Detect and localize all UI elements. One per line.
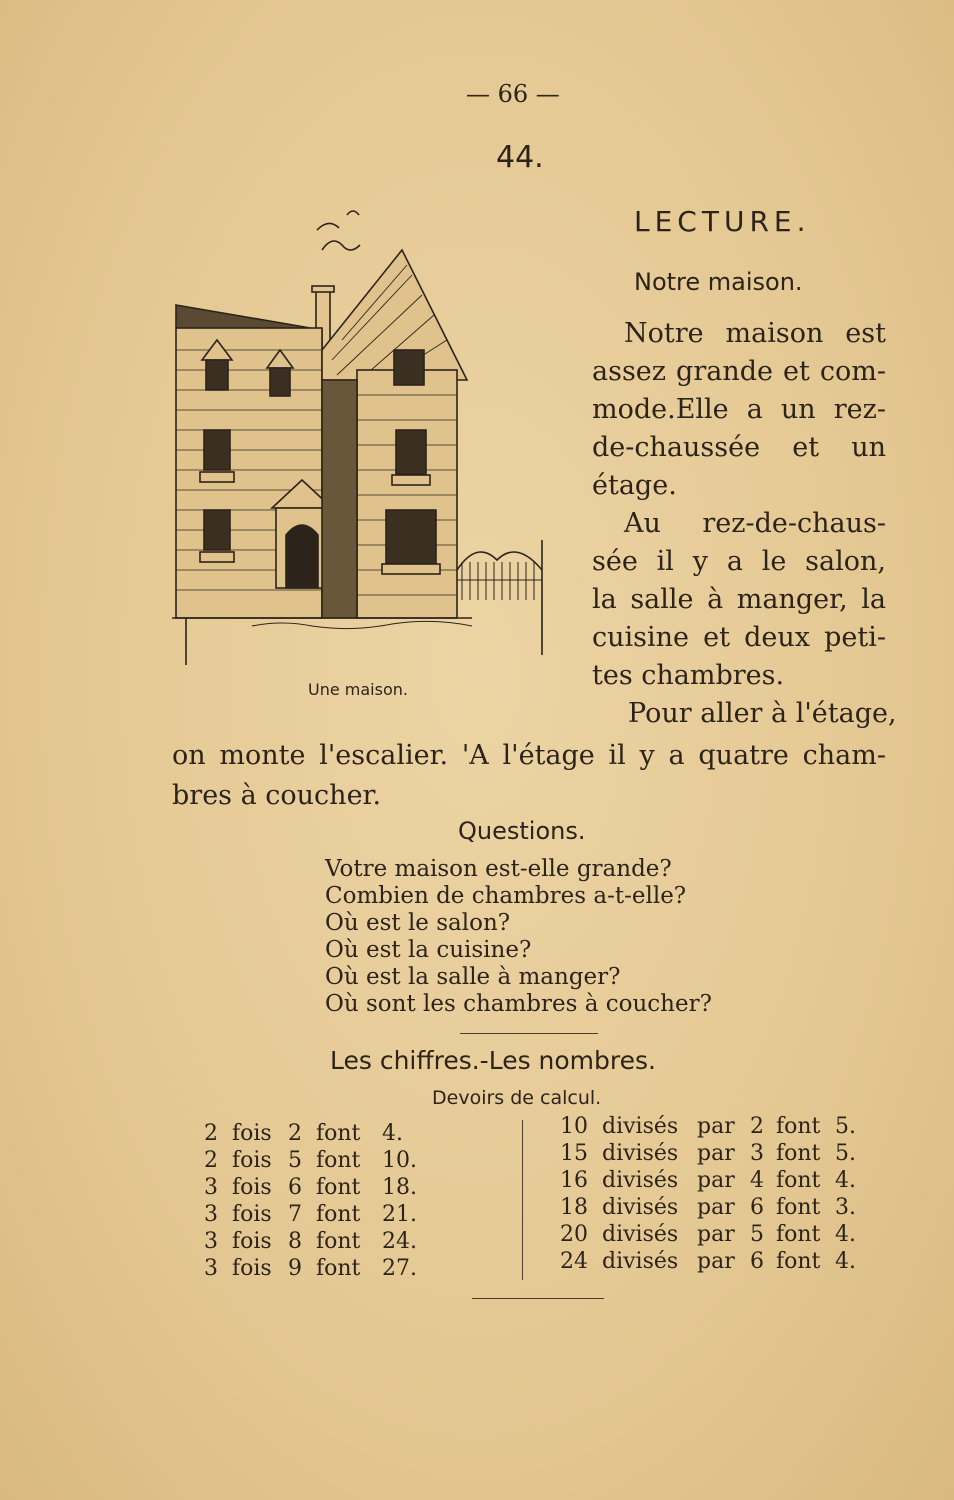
division-cell: divisés [602,1168,679,1193]
lecture-line: assez grande et com- [592,356,886,387]
division-cell: 3. [835,1195,856,1220]
division-cell: 5. [835,1141,856,1166]
multiplication-cell: 3 [204,1229,218,1254]
lecture-line: étage. [592,470,677,501]
lesson-number: 44. [496,140,544,175]
lecture-line: mode.Elle a un rez- [592,394,886,425]
multiplication-cell: fois [232,1256,272,1281]
multiplication-cell: fois [232,1121,272,1146]
lecture-line: Pour aller à l'étage, [628,698,897,729]
division-cell: 4. [835,1222,856,1247]
multiplication-cell: font [316,1256,361,1281]
question-item: Votre maison est-elle grande? [325,856,672,882]
multiplication-cell: 8 [288,1229,302,1254]
division-cell: divisés [602,1249,679,1274]
multiplication-cell: font [316,1229,361,1254]
multiplication-cell: fois [232,1229,272,1254]
lecture-line: bres à coucher. [172,780,382,811]
divider [460,1033,598,1034]
division-cell: 4. [835,1249,856,1274]
division-cell: 24 [560,1249,588,1274]
lecture-line: Au rez-de-chaus- [624,508,886,539]
questions-title: Questions. [458,817,586,845]
multiplication-cell: 5 [288,1148,302,1173]
multiplication-cell: 24. [382,1229,417,1254]
question-item: Où est le salon? [325,910,511,936]
division-cell: par [697,1141,735,1166]
division-cell: divisés [602,1141,679,1166]
numbers-title: Les chiffres.-Les nombres. [330,1046,656,1075]
division-cell: 15 [560,1141,588,1166]
division-cell: font [776,1168,821,1193]
lecture-line: la salle à manger, la [592,584,886,615]
division-cell: font [776,1222,821,1247]
division-cell: 10 [560,1114,588,1139]
multiplication-cell: 2 [288,1121,302,1146]
division-cell: 18 [560,1195,588,1220]
division-cell: divisés [602,1195,679,1220]
multiplication-cell: fois [232,1202,272,1227]
column-divider [522,1120,523,1280]
division-cell: divisés [602,1114,679,1139]
division-cell: 3 [750,1141,764,1166]
multiplication-cell: 10. [382,1148,417,1173]
lecture-heading: LECTURE. [634,205,811,238]
division-cell: 4 [750,1168,764,1193]
lecture-title: Notre maison. [634,268,803,296]
multiplication-cell: 4. [382,1121,403,1146]
multiplication-cell: font [316,1121,361,1146]
multiplication-cell: 21. [382,1202,417,1227]
lecture-line: on monte l'escalier. 'A l'étage il y a quatre cham- [172,740,886,771]
question-item: Où sont les chambres à coucher? [325,991,712,1017]
question-item: Où est la salle à manger? [325,964,621,990]
question-item: Où est la cuisine? [325,937,532,963]
multiplication-cell: 3 [204,1202,218,1227]
lecture-line: Notre maison est [624,318,886,349]
division-cell: font [776,1195,821,1220]
multiplication-cell: 27. [382,1256,417,1281]
multiplication-cell: font [316,1148,361,1173]
multiplication-cell: 2 [204,1148,218,1173]
division-cell: 16 [560,1168,588,1193]
division-cell: 2 [750,1114,764,1139]
illustration-caption: Une maison. [308,680,408,699]
multiplication-cell: 9 [288,1256,302,1281]
division-cell: 20 [560,1222,588,1247]
multiplication-cell: 3 [204,1256,218,1281]
multiplication-cell: 3 [204,1175,218,1200]
division-cell: 6 [750,1195,764,1220]
division-cell: par [697,1222,735,1247]
division-cell: 5 [750,1222,764,1247]
multiplication-cell: 6 [288,1175,302,1200]
divider [472,1298,604,1299]
lecture-line: de-chaussée et un [592,432,886,463]
multiplication-cell: fois [232,1148,272,1173]
division-cell: par [697,1249,735,1274]
multiplication-cell: 7 [288,1202,302,1227]
division-cell: font [776,1141,821,1166]
multiplication-cell: 2 [204,1121,218,1146]
house-engraving [172,190,552,670]
division-cell: par [697,1114,735,1139]
house-icon [172,190,552,670]
division-cell: font [776,1249,821,1274]
lecture-line: sée il y a le salon, [592,546,886,577]
division-cell: par [697,1168,735,1193]
division-cell: divisés [602,1222,679,1247]
multiplication-cell: font [316,1175,361,1200]
lecture-line: tes chambres. [592,660,785,691]
question-item: Combien de chambres a-t-elle? [325,883,687,909]
multiplication-cell: fois [232,1175,272,1200]
lecture-line: cuisine et deux peti- [592,622,886,653]
division-cell: 6 [750,1249,764,1274]
division-cell: font [776,1114,821,1139]
numbers-subtitle: Devoirs de calcul. [432,1087,602,1109]
page-number: — 66 — [466,80,560,108]
division-cell: 4. [835,1168,856,1193]
division-cell: par [697,1195,735,1220]
multiplication-cell: 18. [382,1175,417,1200]
multiplication-cell: font [316,1202,361,1227]
division-cell: 5. [835,1114,856,1139]
